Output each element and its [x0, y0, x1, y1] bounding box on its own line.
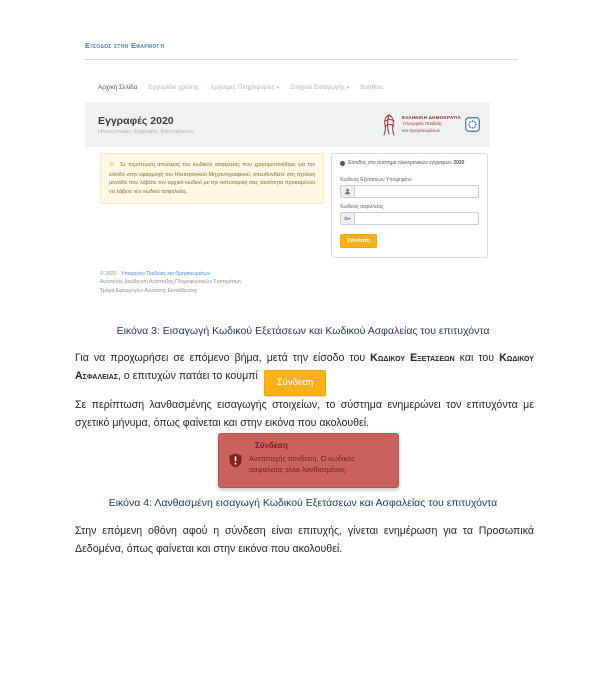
ministry-link[interactable]: Υπουργείο Παιδείας και Θρησκευμάτων — [120, 270, 211, 277]
nav-item-label: Στοιχεία Εισαγωγής — [290, 83, 345, 91]
ministry-name — [402, 115, 461, 134]
paragraph-text: , ο επιτυχών πατάει το κουμπί — [118, 370, 261, 382]
nav-item-manual[interactable]: Εγχειρίδιο χρήσης — [148, 83, 200, 91]
nav-item-useful-info[interactable] — [210, 84, 279, 91]
login-title-text: Είσοδος στο σύστημα ηλεκτρονικών εγγραφών — [348, 160, 452, 166]
nav-item-home[interactable]: Αρχική Σελίδα — [98, 83, 138, 91]
user-icon — [340, 185, 354, 198]
paragraph-login-step — [75, 349, 534, 396]
error-toast-title: Σύνδεση — [255, 441, 288, 450]
login-panel — [331, 153, 488, 258]
chevron-down-icon — [275, 84, 280, 91]
paragraph-text: Για να προχωρήσει σε επόμενο βήμα, μετά την είσοδο του — [75, 352, 371, 364]
app-subtitle: Ηλεκτρονικές Εγγραφές Επιτυχόντων — [98, 128, 194, 135]
figure3-caption: Εικόνα 3: Εισαγωγή Κωδικού Εξετάσεων και Κωδικού Ασφαλείας του επιτυχόντα — [116, 325, 490, 337]
ministry-branding — [381, 113, 480, 137]
content-row — [100, 153, 488, 258]
login-submit-button[interactable]: Σύνδεση — [340, 234, 377, 248]
copyright-line — [100, 270, 490, 279]
shield-alert-icon — [229, 453, 242, 468]
ministry-line2: Υπουργείο Παιδείας — [401, 121, 443, 127]
security-code-label: Κωδικός ασφαλείας — [340, 203, 384, 210]
login-panel-header — [340, 160, 479, 171]
security-code-group — [340, 212, 479, 225]
screenshot-eggrafes-login — [85, 76, 490, 312]
key-icon — [340, 212, 354, 225]
warning-icon — [109, 161, 116, 168]
nav-item-label: Χρήσιμες Πληροφορίες — [210, 83, 275, 91]
exam-code-input[interactable] — [354, 185, 479, 198]
exam-code-term: Κωδικου Εξετασεων — [370, 352, 455, 364]
copyright-text: © 2020 · — [100, 270, 120, 277]
security-code-input[interactable] — [354, 212, 479, 225]
navbar — [85, 76, 490, 98]
paragraph-error-info: Σε περίπτωση λανθασμένης εισαγωγής στοιχείων, το σύστημα ενημερώνει τον επιτυχόντα με σχετικό μήνυμα, όπως φαίνεται και στην εικόνα που ακολουθεί. — [75, 399, 534, 429]
app-title: Εγγραφές 2020 — [98, 114, 174, 127]
lock-icon — [340, 161, 345, 166]
footer-unit: Τμήμα Εφαρμογών Ανώτατης Εκπαίδευσης — [100, 288, 198, 295]
screenshot-footer — [100, 270, 490, 297]
government-badge-icon — [465, 117, 480, 132]
nav-item-help[interactable]: Βοήθεια — [360, 83, 383, 91]
login-panel-title — [348, 160, 464, 167]
error-toast-body — [229, 453, 388, 476]
figure4-caption: Εικόνα 4: Λανθασμένη εισαγωγή Κωδικού Εξετάσεων και Ασφαλείας του επιτυχόντα — [108, 497, 498, 509]
coat-of-arms-icon — [381, 113, 398, 137]
warning-alert — [100, 153, 324, 204]
heading-divider — [85, 59, 518, 60]
jumbotron-header — [85, 102, 490, 147]
app-title-block — [98, 115, 194, 135]
paragraph-next-screen: Στην επόμενη οθόνη αφού η σύνδεση είναι επιτυχής, γίνεται ενημέρωση για τα Προσωπικά Δεδομένα, όπως φαίνεται και στην εικόνα που ακολουθεί. — [75, 525, 534, 555]
paragraph-text: και του — [454, 352, 500, 364]
exam-code-group — [340, 185, 479, 198]
inline-login-button[interactable]: Σύνδεση — [264, 370, 327, 396]
warning-text: Σε περίπτωση απώλειας του κωδικού ασφαλείας που χρησιμοποιήθηκε για την είσοδο στην εφαρμογή του Ηλεκτρονικού Μηχανογραφικού, απευθυνθείτε στη σχολική μονάδα που λάβατε τον αρχικό κωδικό με την αστυνομική σας ταυτότητα προκειμένου να λάβετε νέο κωδικό ασφαλείας. — [109, 162, 316, 196]
nav-item-entry-data[interactable] — [290, 84, 349, 91]
login-title-year: 2020 — [453, 160, 465, 166]
section-heading: Είσοδος στην Εφαρμογή — [85, 41, 165, 50]
security-code-term: Κωδικου Ασφαλειας — [75, 352, 534, 382]
chevron-down-icon — [345, 84, 350, 91]
footer-department: Αυτοτελής Διεύθυνση Ανάπτυξης Πληροφοριακών Συστημάτων — [100, 279, 242, 286]
ministry-line1: ΕΛΛΗΝΙΚΗ ΔΗΜΟΚΡΑΤΙΑ — [401, 115, 461, 121]
error-toast — [218, 433, 399, 488]
exam-code-label: Κωδικός Εξετάσεων Υποψηφίου — [340, 176, 412, 183]
error-toast-message: Ανεπιτυχής σύνδεση. Ο κωδικός ασφαλείας είναι λανθασμένος. — [249, 454, 355, 475]
ministry-line3: και Θρησκευμάτων — [401, 127, 441, 133]
